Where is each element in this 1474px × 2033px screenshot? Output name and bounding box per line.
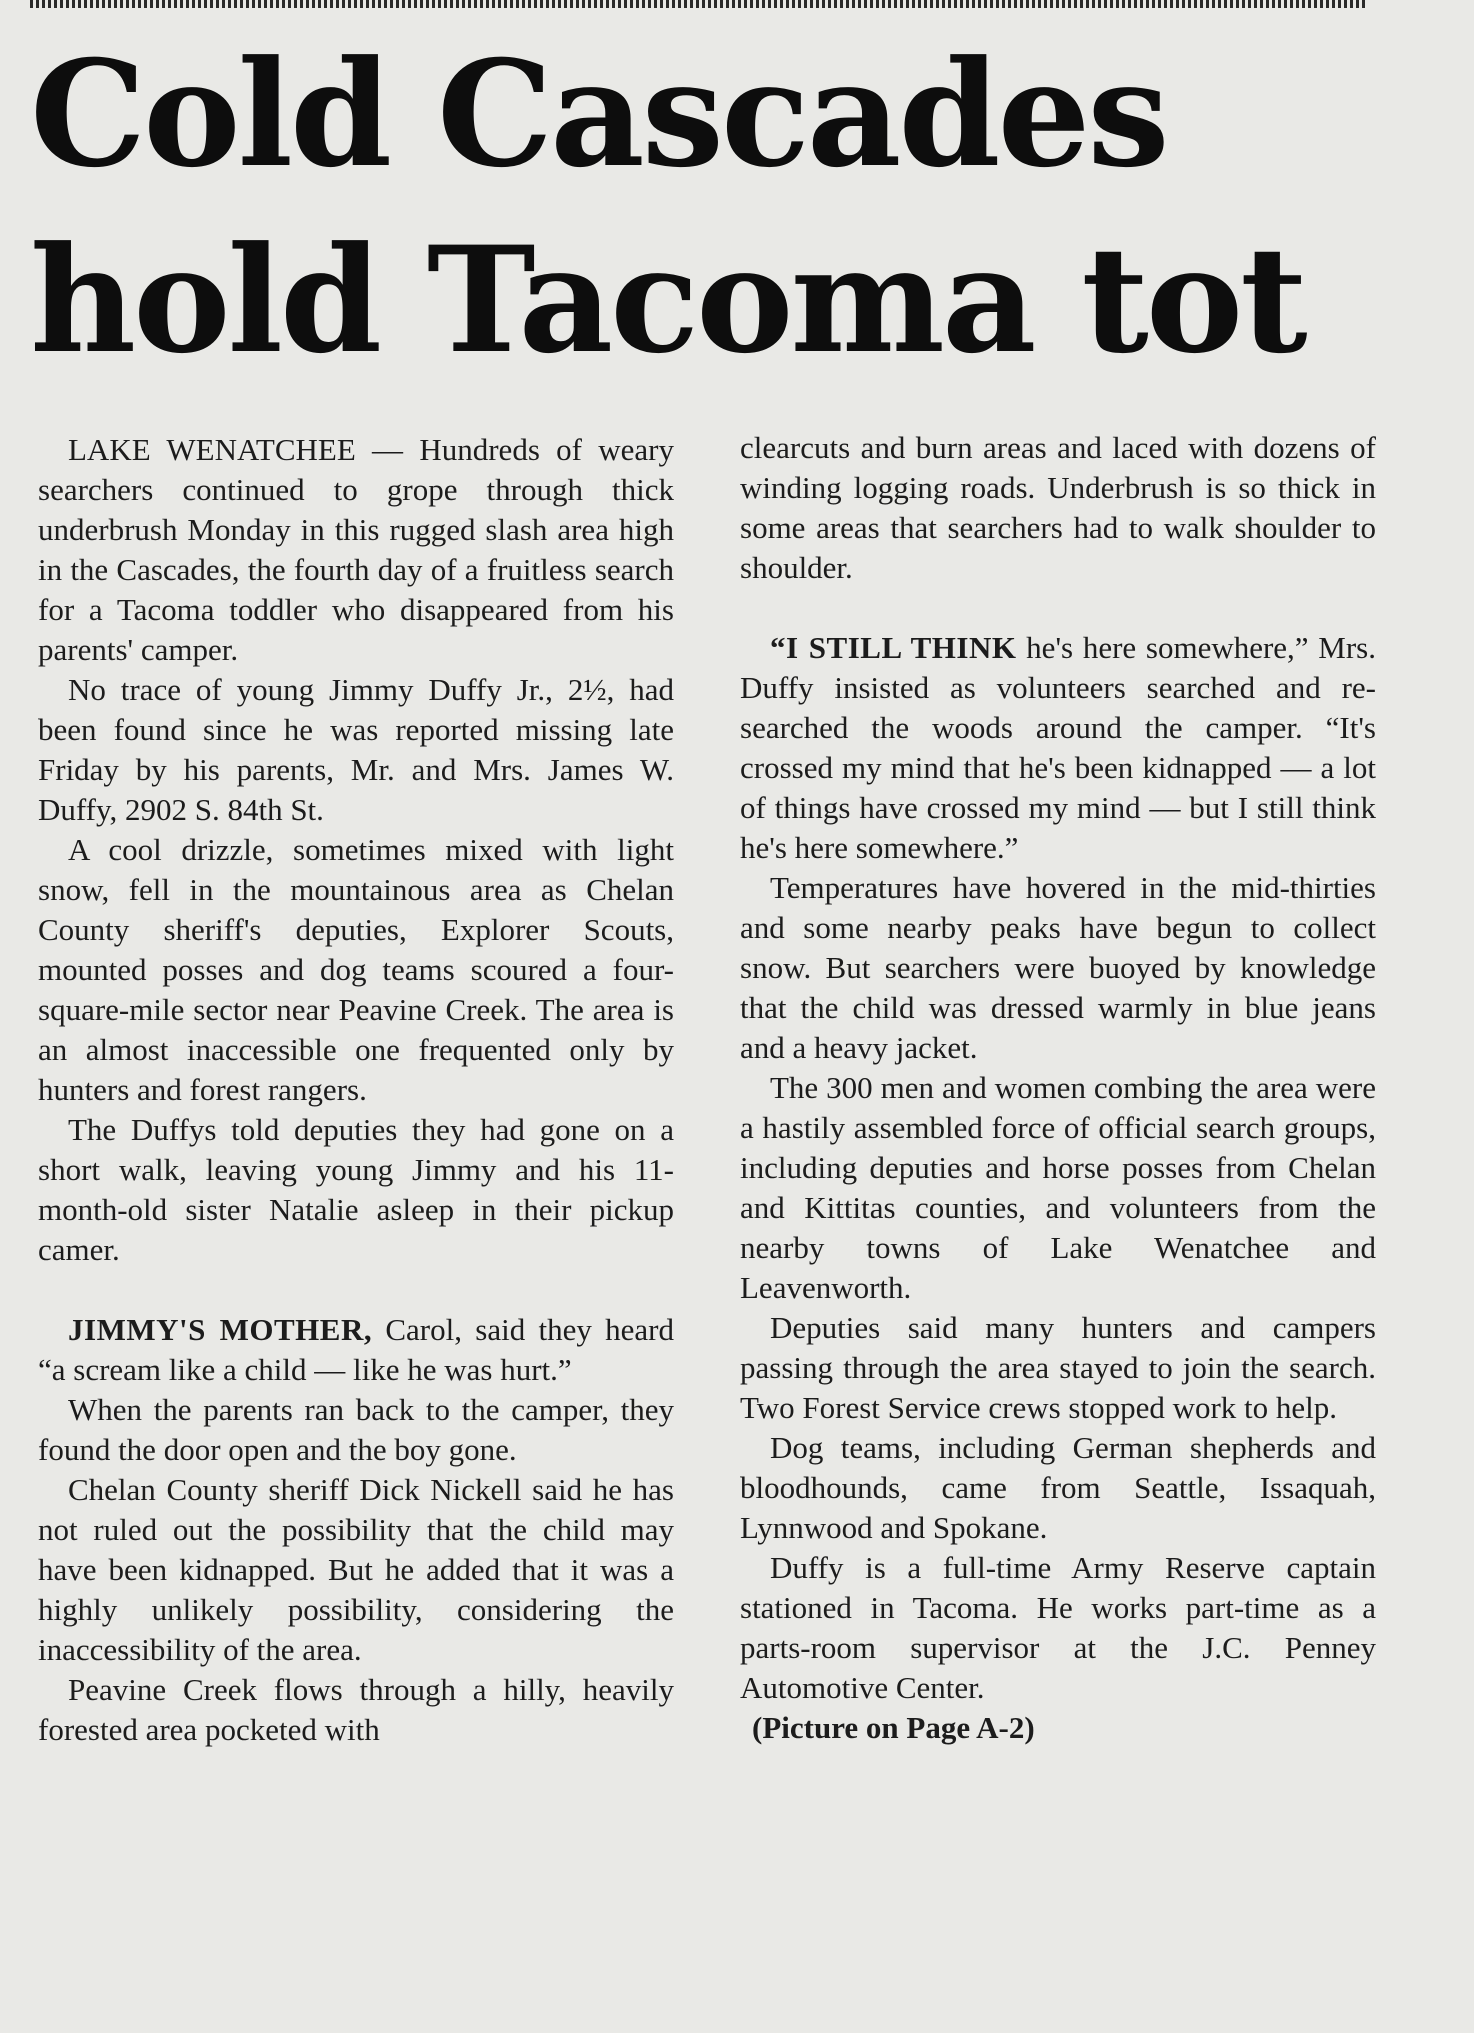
article-column-right [740, 428, 1376, 1748]
paragraph: A cool drizzle, sometimes mixed with light snow, fell in the mountainous area as Chelan County sheriff's deputies, Explorer Scouts, mounted posses and dog teams scoured a four-square-mile sector near Peavine Creek. The area is an almost inaccessible one frequented only by hunters and forest rangers. [38, 832, 674, 1107]
paragraph: Temperatures have hovered in the mid-thirties and some nearby peaks have begun to collect snow. But searchers were buoyed by knowledge that the child was dressed warmly in blue jeans and a heavy jacket. [740, 870, 1376, 1065]
headline-line-1: Cold Cascades [30, 29, 1167, 200]
paragraph-continued: clearcuts and burn areas and laced with dozens of winding logging roads. Underbrush is so thick in some areas that searchers had to walk shoulder to shoulder. [740, 430, 1376, 585]
paragraph-lead-in: JIMMY'S MOTHER, [68, 1312, 373, 1347]
paragraph-with-lead [740, 628, 1376, 868]
paragraph: Dog teams, including German shepherds and bloodhounds, came from Seattle, Issaquah, Lynnwood and Spokane. [740, 1430, 1376, 1545]
paragraph: LAKE WENATCHEE — Hundreds of weary searchers continued to grope through thick underbrush Monday in this rugged slash area high in the Cascades, the fourth day of a fruitless search for a Tacoma toddler who disappeared from his parents' camper. [38, 432, 674, 667]
paragraph: When the parents ran back to the camper, they found the door open and the boy gone. [38, 1392, 674, 1467]
paragraph-text: Carol, said they heard “a scream like a child — like he was hurt.” [38, 1312, 674, 1387]
paragraph: The 300 men and women combing the area were a hastily assembled force of official search groups, including deputies and horse posses from Chelan and Kittitas counties, and volunteers from the nearby towns of Lake Wenatchee and Leavenworth. [740, 1070, 1376, 1305]
paragraph: Chelan County sheriff Dick Nickell said he has not ruled out the possibility that the child may have been kidnapped. But he added that it was a highly unlikely possibility, considering the inaccessibility of the area. [38, 1472, 674, 1667]
picture-reference: (Picture on Page A-2) [752, 1710, 1035, 1745]
headline-line-2: hold Tacoma tot [30, 215, 1305, 386]
paragraph: Deputies said many hunters and campers passing through the area stayed to join the search. Two Forest Service crews stopped work to help. [740, 1310, 1376, 1425]
article-column-left [38, 430, 674, 1750]
paragraph: No trace of young Jimmy Duffy Jr., 2½, had been found since he was reported missing late Friday by his parents, Mr. and Mrs. James W. Duffy, 2902 S. 84th St. [38, 672, 674, 827]
paragraph: Peavine Creek flows through a hilly, heavily forested area pocketed with [38, 1672, 674, 1747]
paragraph-text: he's here somewhere,” Mrs. Duffy insisted as volunteers searched and re-searched the woods around the camper. “It's crossed my mind that he's been kidnapped — a lot of things have crossed my mind — but I still think he's here somewhere.” [740, 630, 1376, 865]
paragraph: Duffy is a full-time Army Reserve captain stationed in Tacoma. He works part-time as a parts-room supervisor at the J.C. Penney Automotive Center. [740, 1550, 1376, 1705]
paragraph-with-lead [38, 1310, 674, 1390]
paragraph: The Duffys told deputies they had gone on a short walk, leaving young Jimmy and his 11-month-old sister Natalie asleep in their pickup camer. [38, 1112, 674, 1267]
headline [30, 22, 1370, 394]
paragraph-lead-in: “I STILL THINK [770, 630, 1017, 665]
top-border-rule [30, 0, 1366, 8]
